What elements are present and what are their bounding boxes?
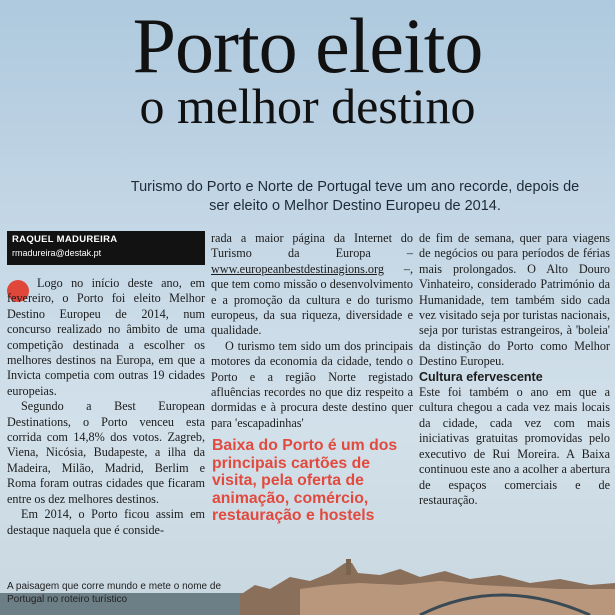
- col3-paragraph-2: Este foi também o ano em que a cultura chegou a cada vez mais locais da cidade, cada vez com mais iniciativas gratuitas promovidas pelo executivo de Rui Moreira. A Baixa continuou este ano a acolher a abertura de espaços comerciais e de restauração.: [419, 385, 610, 507]
- col1-paragraph-2: Segundo a Best European Destinations, o Porto venceu esta corrida com 14,8% dos votos. Zagreb, Viena, Nicósia, Budapeste, a ilha da Madeira, Milão, Madrid, Berlim e Roma foram outras cidades que ficaram entre os dez melhores destinos.: [7, 399, 205, 506]
- column-3: [419, 231, 610, 508]
- author-email: rmadureira@destak.pt: [12, 248, 102, 258]
- col2-text-b: –, que tem como missão o desenvolvimento e a promoção da cultura e do turismo europeus, da sua riqueza, diversidade e qualidade.: [211, 261, 413, 338]
- byline-box: [7, 231, 205, 265]
- col2-text-a: rada a maior página da Internet do Turismo da Europa –: [211, 231, 413, 261]
- subheading: Cultura efervescente: [419, 369, 543, 384]
- col1-paragraph-3: Em 2014, o Porto ficou assim em destaque naquela que é conside-: [7, 507, 205, 537]
- headline-line-2: o melhor destino: [139, 78, 476, 134]
- pull-quote: Baixa do Porto é um dos principais cartões de visita, pela oferta de animação, comércio, restauração e hostels: [212, 437, 398, 524]
- col1-paragraph-1: Logo no início deste ano, em fevereiro, o Porto foi eleito Melhor Destino Europeu de 2014, num concurso realizado no âmbito de uma competição destinada a escolher os melhores destinos na Europa, em que a Invicta competia com outras 19 cidades europeias.: [7, 276, 205, 398]
- headline-line-1: Porto eleito: [132, 2, 483, 89]
- col3-paragraph-1: de fim de semana, quer para viagens de negócios ou para períodos de férias mais prolongados. O Alto Douro Vinhateiro, considerado Património da Humanidade, tem também sido cada vez visitado seja por turistas nacionais, seja por turistas estrangeiros, à 'boleia' da distinção do Porto como Melhor Destino Europeu.: [419, 231, 610, 369]
- photo-caption: A paisagem que corre mundo e mete o nome de Portugal no roteiro turístico: [7, 581, 222, 605]
- headline: [0, 2, 615, 134]
- col2-paragraph-1: [211, 231, 413, 339]
- column-1: [7, 276, 205, 538]
- column-2: [211, 231, 413, 431]
- col2-paragraph-2: O turismo tem sido um dos principais motores da economia da cidade, tendo o Porto e a região Norte registado afluências recordes no que diz respeito a dormidas e à procura deste destino quer para 'escapadinhas': [211, 338, 413, 430]
- website-link[interactable]: www.europeanbestdestinagions.org: [211, 261, 384, 276]
- author-name: RAQUEL MADUREIRA: [12, 234, 118, 245]
- lead-paragraph: Turismo do Porto e Norte de Portugal teve um ano recorde, depois de ser eleito o Melhor Destino Europeu de 2014.: [130, 179, 580, 214]
